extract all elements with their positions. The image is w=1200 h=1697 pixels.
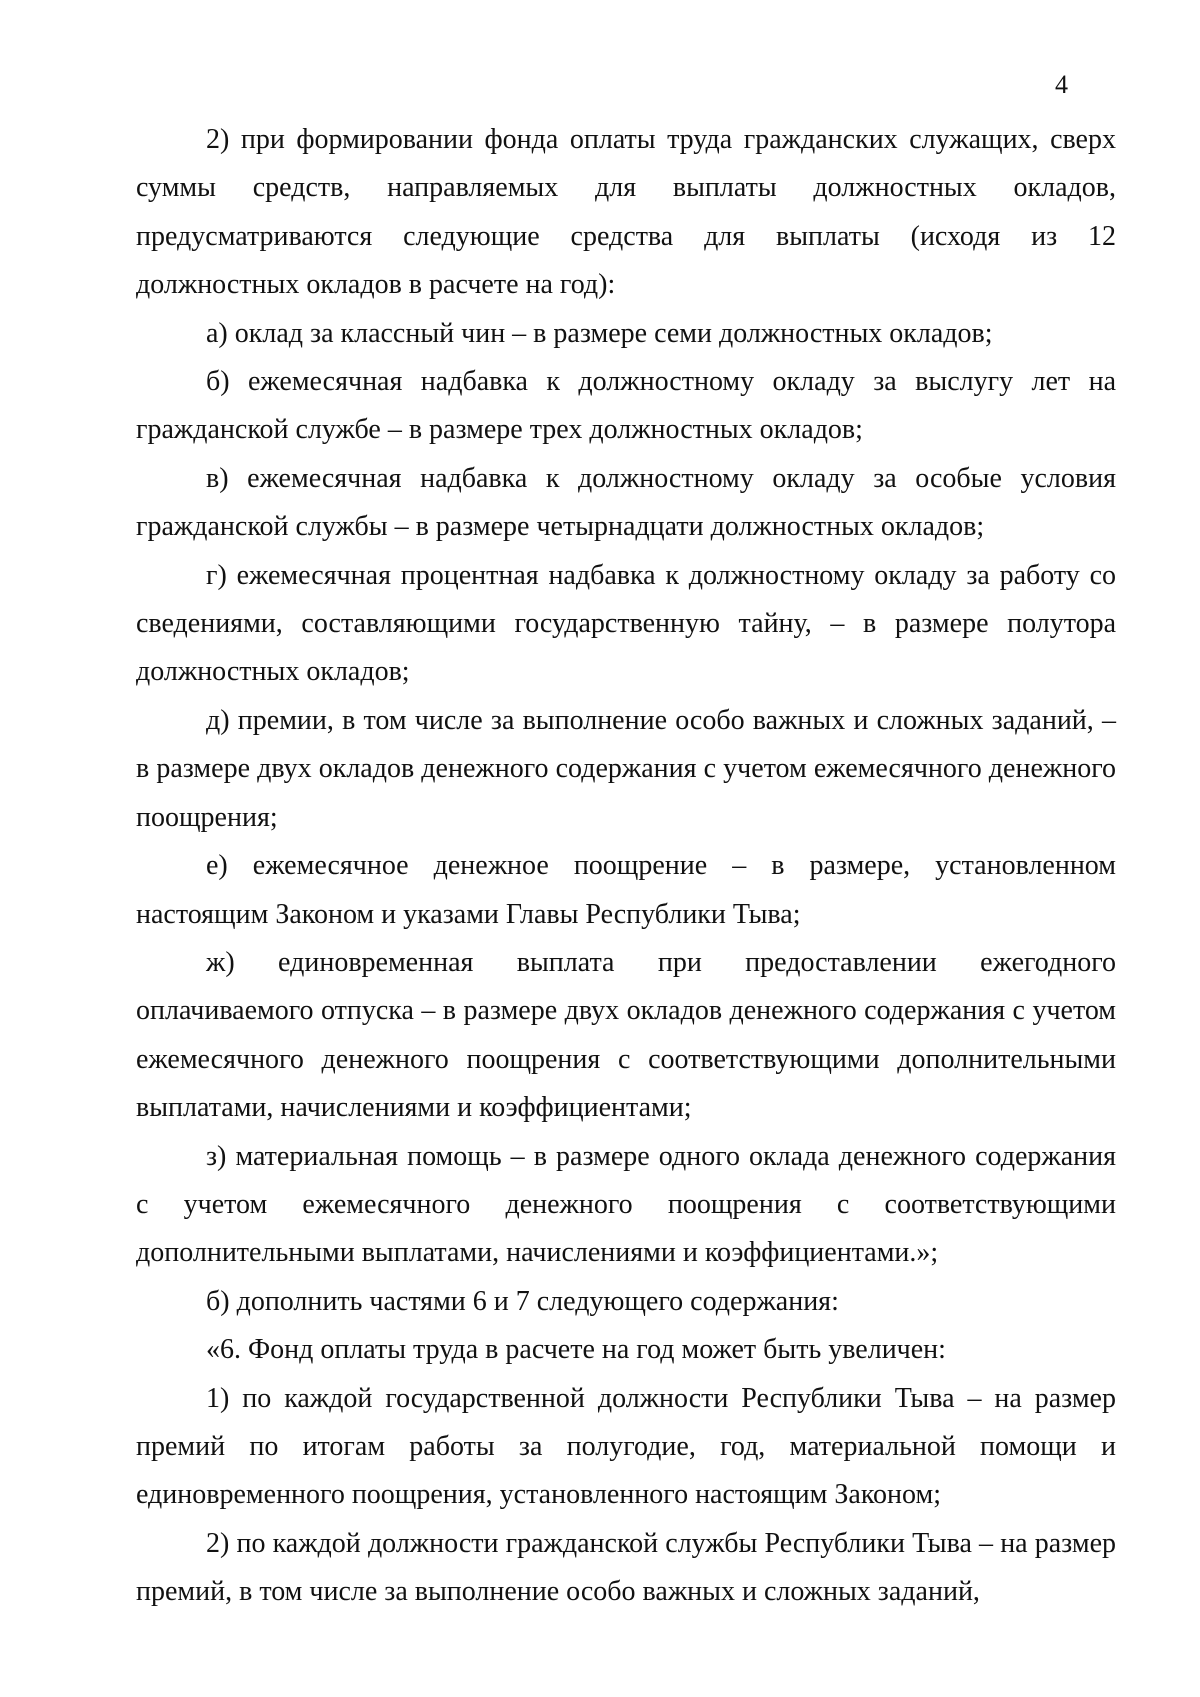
- paragraph-2: 2) при формировании фонда оплаты труда гражданских служащих, сверх суммы средств, направляемых для выплаты должностных окладов, предусматриваются следующие средства для выплаты (исходя из 12 должностных окладов в расчете на год):: [136, 124, 1116, 301]
- paragraph-a: а) оклад за классный чин – в размере семи должностных окладов;: [206, 317, 993, 349]
- paragraph-b: б) ежемесячная надбавка к должностному окладу за выслугу лет на гражданской службе – в размере трех должностных окладов;: [136, 366, 1116, 446]
- paragraph-e: е) ежемесячное денежное поощрение – в размере, установленном настоящим Законом и указами Главы Республики Тыва;: [136, 850, 1116, 930]
- paragraph-v: в) ежемесячная надбавка к должностному окладу за особые условия гражданской службы – в размере четырнадцати должностных окладов;: [136, 462, 1116, 543]
- paragraph-z: з) материальная помощь – в размере одного оклада денежного содержания с учетом ежемесячного денежного поощрения с соответствующими дополнительными выплатами, начислениями и коэффициентами.»;: [136, 1140, 1116, 1269]
- paragraph-6-1: 1) по каждой государственной должности Республики Тыва – на размер премий по итогам работы за полугодие, год, материальной помощи и единовременного поощрения, установленного настоящим Законом;: [136, 1382, 1116, 1511]
- paragraph-6-2: 2) по каждой должности гражданской службы Республики Тыва – на размер премий, в том числе за выполнение особо важных и сложных заданий,: [136, 1527, 1116, 1608]
- paragraph-zh: ж) единовременная выплата при предоставлении ежегодного оплачиваемого отпуска – в размере двух окладов денежного содержания с учетом ежемесячного денежного поощрения с соответствующими дополнительными выплатами, начислениями и коэффициентами;: [136, 946, 1116, 1124]
- document-body: [136, 116, 1116, 1617]
- paragraph-part-6: «6. Фонд оплаты труда в расчете на год может быть увеличен:: [206, 1334, 946, 1366]
- paragraph-b-amendment: б) дополнить частями 6 и 7 следующего содержания:: [206, 1285, 839, 1317]
- paragraph-d: д) премии, в том числе за выполнение особо важных и сложных заданий, – в размере двух окладов денежного содержания с учетом ежемесячного денежного поощрения;: [136, 704, 1116, 833]
- paragraph-g: г) ежемесячная процентная надбавка к должностному окладу за работу со сведениями, составляющими государственную тайну, – в размере полутора должностных окладов;: [136, 559, 1116, 688]
- page-number: 4: [1055, 70, 1068, 99]
